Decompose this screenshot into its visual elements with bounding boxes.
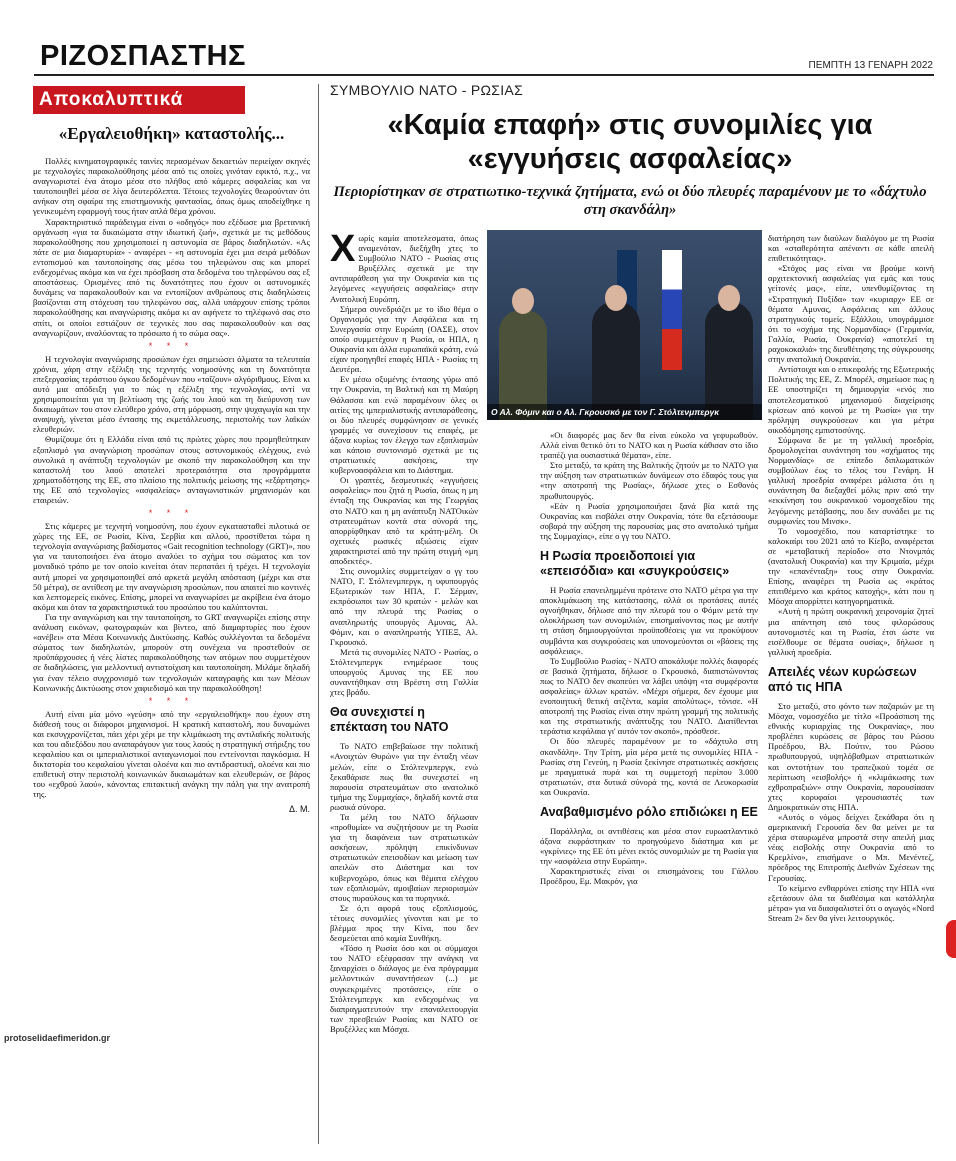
article-column-1 [330,233,478,1143]
left-column [33,86,310,1146]
top-rule [34,74,934,76]
russia-flag [662,250,682,370]
paragraph: Στις συνομιλίες συμμετείχαν ο γγ του ΝΑΤΟ, Γ. Στόλτενμπεργκ, η υφυπουργός Εξωτερικών των ΗΠΑ, Γ. Σέρμαν, εκπρόσωποι των 30 κρατών - μελών και από την πλευρά της Ρωσίας ο αναπληρωτής υπουργός Αμυνας, Αλ. Φόμιν, και ο αναπληρωτής ΥΠΕΞ, Αλ. Γκρουσκό. [330,566,478,647]
paragraph: Αντίστοιχα και ο επικεφαλής της Εξωτερικής Πολιτικής της ΕΕ, Ζ. Μπορέλ, σημείωσε πως η ΕΕ υποστηρίζει τη δημιουργία «ενός πιο αποτελεσματικού μηχανισμού διαχείρισης κρίσεων από κοινού με τη Ρωσία» για την πρόληψη συγκρούσεων και για μέτρα οικοδόμησης εμπιστοσύνης. [768,364,934,435]
watermark-link[interactable]: protoselidaefimeridon.gr [4,1033,111,1043]
paragraph: Τα μέλη του ΝΑΤΟ δήλωσαν «προθυμία» να συζητήσουν με τη Ρωσία για τη διαφάνεια των στρατιωτικών ασκήσεων, πρόληψη επικίνδυνων στρατιωτικών επεισοδίων και μείωση των απειλών στο Διάστημα και τον κυβερνοχώρο, όπως και θέματα ελέγχου των εξοπλισμών, αμοιβαίων περιορισμών στους πυραύλους και τα πυρηνικά. [330,811,478,903]
paragraph: Το νομοσχέδιο, που καταρτίστηκε το καλοκαίρι του 2021 από το Κίεβο, αναφέρεται σε «μεταβατική περίοδο» στο Ντονμπάς (ανατολική Ουκρανία) και την Κριμαία, μέχρι την «επανένταξη» τους στην Ουκρανία. Επίσης, αναφέρει τη Ρωσία ως «κράτος επιτιθέμενο και κράτος κατοχής», κάτι που η Μόσχα απορρίπτει κατηγορηματικά. [768,525,934,607]
issue-date: ΠΕΜΠΤΗ 13 ΓΕΝΑΡΗ 2022 [808,60,933,71]
left-article-title: «Εργαλειοθήκη» καταστολής... [58,124,285,143]
paragraph: «Στόχος μας είναι να βρούμε κοινή αρχιτεκτονική ασφαλείας για εμάς και τους γείτονές μας», είπε, υπενθυμίζοντας τη «Στρατηγική Πυξίδα» των «κυριαρχ» ΕΕ σε θέματα Αμυνας, Ασφάλειας και άλλους στρατηγικούς τομείς. Εξάλλου, υπογράμμισε ότι το «σχήμα της Νορμανδίας» (Γερμανία, Γαλλία, Ρωσία, Ουκρανία) «αποτελεί τη ραχοκοκαλιά» της διευθέτησης της σύγκρουσης στην ανατολική Ουκρανία. [768,263,934,365]
paragraph: Οι δύο πλευρές παραμένουν με το «δάχτυλο στη σκανδάλη». Την Τρίτη, μία μέρα μετά τις συνομιλίες ΗΠΑ - Ρωσίας στη Γενεύη, η Ρωσία ξεκίνησε στρατιωτικές ασκήσεις με πραγματικά πυρά και τη συμμετοχή περίπου 3.000 στρατιωτών, στα δυτικά σύνορά της, κοντά σε Λευκορωσία και Ουκρανία. [540,736,758,797]
article-column-2 [540,430,758,1142]
person-grushko [592,302,640,420]
separator-stars: * * * [148,508,195,519]
paragraph: Στο μεταξύ, στο φόντο των παζαριών με τη Μόσχα, νομοσχέδιο με τίτλο «Προάσπιση της εθνικής κυριαρχίας της Ουκρανίας», που προβλέπει κυρώσεις σε βάρος του Ρώσου Προέδρου, Βλ. Πούτιν, του Ρώσου πρωθυπουργού, υψηλόβαθμων στρατιωτικών και οντοτήτων του τραπεζικού τομέα σε περίπτωση «εισβολής» ή «κλιμάκωσης των εχθροπραξιών» στην Ουκρανία, παρουσίασαν χτες κορυφαίοι γερουσιαστές των Δημοκρατικών στις ΗΠΑ. [768,700,934,812]
paragraph: «Τόσο η Ρωσία όσο και οι σύμμαχοι του ΝΑΤΟ εξέφρασαν την ανάγκη να ξαναρχίσει ο διάλογος με ένα πρόγραμμα μελλοντικών συναντήσεων (...) με συγκεκριμένες προτάσεις», είπε ο Στόλτενμπεργκ και ενδεχομένως να διαπραγματευτούν την επαναλειτουργία των πρεσβειών Ρωσίας και ΝΑΤΟ σε Βρυξέλλες και Μόσχα. [330,943,478,1034]
left-article-body [33,156,310,814]
masthead-logo: ΡΙΖΟΣΠΑΣΤΗΣ [40,40,246,72]
section-heading: Απειλές νέων κυρώσεων από τις ΗΠΑ [768,664,917,694]
paragraph: Χαρακτηριστικό παράδειγμα είναι ο «οδηγός» που εξέδωσε μια βρετανική οργάνωση «για τα δικαιώματα στην ιδιωτική ζωή», σχετικά με τις μεθόδους παρακολούθησης που χρησιμοποιεί η αστυνομία σε βάρος διαδηλωτών. «Ας πάτε σε μια διαμαρτυρία» - αναφέρει - «η αστυνομία έχει μια σειρά μεθόδων εντοπισμού και ταυτοποίησης σας μέσω του τηλεφώνου σας και μπορεί ενδεχομένως ακόμα και να έχει πρόσβαση στα δεδομένα του τηλεφώνου σας εξ αποστάσεως. Ορισμένες από τις δυνατότητες που έχουν οι αστυνομικές δυνάμεις να παρακολουθούν και να εντοπίζουν ανθρώπους στις διαδηλώσεις βασίζονται στη στόχευση του τηλεφώνου σας, αλλά υπάρχουν επίσης τρόποι παρακολούθησης και αναγνώρισης ακόμα κι αν αφήνετε το τηλέφωνό σας στο σπίτι, οι οποίοι εστιάζουν σε τεχνικές που σας παρακολουθούν και σας αναγνωρίζουν, αναλύοντας το πρόσωπο ή το σώμα σας». [33,216,310,338]
paragraph: Το ΝΑΤΟ επιβεβαίωσε την πολιτική «Ανοιχτών Θυρών» για την ένταξη νέων μελών, είπε ο Στόλτενμπεργκ, ενώ ξεκαθάρισε πως θα συνεχιστεί «η παρουσία στρατευμάτων στο ανατολικό τμήμα της Συμμαχίας», δηλαδή κοντά στα ρωσικά σύνορα. [330,741,478,812]
signature: Δ. Μ. [288,803,310,814]
paragraph: Για την αναγνώριση και την ταυτοποίηση, το GRT αναγνωρίζει επίσης στην ανάλυση εικόνων, φωτογραφιών και βίντεο, από διαμαρτυρίες που έχουν «ανέβει» στα Μέσα Κοινωνικής Δικτύωσης. Καθώς συλλέγονται τα δεδομένα σώματος των διαδηλωτών, μπορούν στη συνέχεια να προστεθούν σε προϋπάρχουσες ή νέες λίστες παρακολούθησης των ατόμων που συμμετέχουν σε διαδηλώσεις, για μελλοντική αντιστοίχιση και ταυτοποίηση. Μιλάμε δηλαδή για έναν τέλειο συγχρονισμό των τεχνολογιών καταγραφής και των Μέσων Κοινωνικής Δικτύωσης στον χαφιεδισμό και την παρακολούθηση! [33,611,310,693]
face [718,285,740,311]
paragraph: Χαρακτηριστικές είναι οι επισημάνσεις του Γάλλου Προέδρου, Εμ. Μακρόν, για [540,866,758,887]
paragraph: Σύμφωνα δε με τη γαλλική προεδρία, δρομολογείται συνάντηση του «σχήματος της Νορμανδίας» σε επίπεδο διπλωματικών συμβούλων έως το τέλος του Γενάρη. Η γαλλική προεδρία αναφέρει μάλιστα ότι η συνάντηση θα διεξαχθεί μόλις πριν από την «εκκίνηση του ουκρανικού νομοσχεδίου της λεγόμενης μετάβασης, που δεν συνάδει με τις συμφωνίες του Μινσκ». [768,434,934,526]
paragraph: Μετά τις συνομιλίες ΝΑΤΟ - Ρωσίας, ο Στόλτενμπεργκ ενημέρωσε τους υπουργούς Αμυνας της ΕΕ που συναντήθηκαν στη Βρέστη στη Γαλλία χτες βράδυ. [330,646,478,698]
paragraph: Σήμερα συνεδριάζει με το ίδιο θέμα ο Οργανισμός για την Ασφάλεια και τη Συνεργασία στην Ευρώπη (ΟΑΣΕ), στον οποίο συμμετέχουν η Ρωσία, οι ΗΠΑ, η Ουκρανία και άλλα ευρωπαϊκά κράτη, ενώ είχαν προηγηθεί επαφές ΗΠΑ - Ρωσίας τη Δευτέρα. [330,303,478,375]
paragraph: Η Ρωσία επανειλημμένα πρότεινε στο ΝΑΤΟ μέτρα για την αποκλιμάκωση της κατάστασης, αλλά οι προτάσεις αυτές αγνοήθηκαν, δήλωσε από την πλευρά του ο Φόμιν μετά την ολοκλήρωση των συνομιλιών, επισημαίνοντας πως με αυτήν τη στάση δημιουργούνται προϋποθέσεις για να προκύψουν συμβάντα και συγκρούσεις και υπονομεύονται οι «βάσεις της ασφάλειας». [540,585,758,656]
paragraph: Το κείμενο ενθαρρύνει επίσης την ΗΠΑ «να εξετάσουν όλα τα διαθέσιμα και κατάλληλα μέτρα» για να διασφαλιστεί ότι ο αγωγός «Nord Stream 2» δεν θα γίνει λειτουργικός. [768,882,934,923]
article-column-3 [768,233,934,1143]
section-badge: Αποκαλυπτικά [33,86,245,114]
paragraph: διατήρηση των διαύλων διαλόγου με τη Ρωσία και «σταθερότητα απέναντι σε κάθε απειλή επιθετικότητας». [768,233,934,264]
kicker: ΣΥΜΒΟΥΛΙΟ ΝΑΤΟ - ΡΩΣΙΑΣ [330,82,524,98]
paragraph: Σε ό,τι αφορά τους εξοπλισμούς, τέτοιες συνομιλίες γίνονται και με το βλέμμα προς την Κίνα, που δεν δεσμεύεται από καμία Συνθήκη. [330,902,478,944]
paragraph: Χωρίς καμία αποτελεσματα, όπως αναμενόταν, διεξήχθη χτες το Συμβούλιο ΝΑΤΟ - Ρωσίας στις Βρυξέλλες σχετικά με την αντιπαράθεση για την Ουκρανία και τις λεγόμενες «εγγυήσεις ασφαλείας» στην Ανατολική Ευρώπη. [330,233,478,304]
paragraph: «Εάν η Ρωσία χρησιμοποιήσει ξανά βία κατά της Ουκρανίας και εισβάλει στην Ουκρανία, τότε θα εξετάσουμε σοβαρά την αύξηση της παρουσίας μας στο ανατολικό τμήμα της Συμμαχίας», είπε ο γγ του ΝΑΤΟ. [540,500,758,541]
column-separator [318,84,319,1144]
subheadline: Περιορίστηκαν σε στρατιωτικο-τεχνικά ζητήματα, ενώ οι δύο πλευρές παραμένουν με το «δάχτυλο στη σκανδάλη» [333,184,927,218]
separator-stars: * * * [148,340,195,351]
headline: «Καμία επαφή» στις συνομιλίες για «εγγυήσεις ασφαλείας» [387,109,873,175]
separator-stars: * * * [148,695,195,706]
paragraph: «Αυτή η πρώτη ουκρανική χειρονομία ζητεί μια απάντηση από τους φιλορώσους αυτονομιστές και τη Ρωσία, έτσι ώστε να εισέλθουμε σε θέματα ουσίας», δήλωσε η γαλλική προεδρία. [768,606,934,657]
face [512,288,534,314]
section-heading: Η Ρωσία προειδοποιεί για «επεισόδια» και «συγκρούσεις» [540,549,730,579]
paragraph: Στις κάμερες με τεχνητή νοημοσύνη, που έχουν εγκατασταθεί πιλοτικά σε χώρες της ΕΕ, σε Ρωσία, Κίνα, Σερβία και αλλού, προστίθεται τώρα η τεχνολογία αναγνώρισης βαδίσματος «Gait recognition technology (GRT)», που για να ταυτοποιήσει ένα άτομο αναλύει το σχήμα του σώματος και τον μοναδικό τρόπο με τον οποίο κινείται όταν περπατάει ή τρέχει. Η τεχνολογία αυτή μπορεί να χρησιμοποιηθεί από αρκετά μεγάλη απόσταση (μέχρι και στα 50 μέτρα), σε αντίθεση με την αναγνώριση προσώπων, που απαιτεί πιο κοντινές και λεπτομερείς εικόνες. Επίσης, μπορεί να αναγνωρίσει με ακρίβεια ένα άτομο ακόμα και όταν τα χαρακτηριστικά του προσώπου του καλύπτονται. [33,521,310,612]
paragraph: Στο μεταξύ, τα κράτη της Βαλτικής ζητούν με το ΝΑΤΟ για την αύξηση των στρατιωτικών δυνάμεων στο έδαφός τους για «την αποτροπή της Ρωσίας», δήλωσε χτες ο Εσθονός πρωθυπουργός. [540,460,758,501]
paragraph: Η τεχνολογία αναγνώρισης προσώπων έχει σημειώσει άλματα τα τελευταία χρόνια, χάρη στην εξέλιξη της τεχνητής νοημοσύνης και τη δυνατότητα επεξεργασίας τεράστιου όγκου δεδομένων που «ταΐζουν» αλγόριθμους. Είναι κι αυτό μια απόδειξη για το πώς η εξέλιξη της τεχνολογίας, αντί να χρησιμοποιείται για τη βελτίωση της ζωής του λαού και τη διεύρυνση των δικαιωμάτων του στον ελεύθερο χρόνο, στη μόρφωση, στην ψυχαγωγία και την αναψυχή, γίνεται μέσο έντασης της εκμετάλλευσης, περιστολής των λαϊκών ελευθεριών. [33,353,310,435]
paragraph: Εν μέσω οξυμένης έντασης γύρω από την Ουκρανία, τη Βαλτική και τη Μαύρη Θάλασσα και ενώ παραμένουν όλες οι αιτίες της ιμπεριαλιστικής αντιπαράθεσης, οι δύο πλευρές συμφώνησαν σε γενικές γραμμές να συνεχίσουν τις επαφές, με άξονα κυρίως τον έλεγχο των εξοπλισμών και κάποιο συντονισμό σχετικά με τις στρατιωτικές ασκήσεις, την κυβερνοασφάλεια και το Διάστημα. [330,374,478,476]
page-edge-marker [946,920,956,958]
section-heading: Θα συνεχιστεί η επέκταση του ΝΑΤΟ [330,705,449,735]
paragraph: Το Συμβούλιο Ρωσίας - ΝΑΤΟ αποκάλυψε πολλές διαφορές σε βασικά ζητήματα, δήλωσε ο Γκρουσκό, διαπιστώνοντας πως το ΝΑΤΟ δεν σκοπεύει να λάβει υπόψη «τα συμφέροντα ασφαλείας» άλλων κρατών. «Μέχρι σήμερα, δεν έχουμε μια ενοποιητική θετική ατζέντα, καμία απολύτως», τόνισε. «Η αποτροπή της Ρωσίας είναι στην πρώτη γραμμή της πολιτικής και της στρατιωτικής ανάπτυξης του ΝΑΤΟ. Διατίθενται τεράστια κεφάλαια γι' αυτόν τον σκοπό», πρόσθεσε. [540,655,758,737]
dropcap: Χ [330,233,356,270]
photo-caption: Ο Αλ. Φόμιν και ο Αλ. Γκρουσκό με τον Γ. Στόλτενμπεργκ [487,404,762,420]
paragraph: «Οι διαφορές μας δεν θα είναι εύκολο να γεφυρωθούν. Αλλά είναι θετικό ότι το ΝΑΤΟ και η Ρωσία κάθισαν στο ίδιο τραπέζι για ουσιαστικά θέματα», είπε. [540,430,758,461]
paragraph: «Αυτός ο νόμος δείχνει ξεκάθαρα ότι η αμερικανική Γερουσία δεν θα μείνει με τα χέρια σταυρωμένα μπροστά στην απειλή μιας νέας εισβολής στην Ουκρανία από το Κρεμλίνο», επισήμανε ο Μπ. Μενέντεζ, πρόεδρος της Επιτροπής Διεθνών Σχέσεων της Γερουσίας. [768,811,934,883]
paragraph: Οι γραπτές, δεσμευτικές «εγγυήσεις ασφαλείας» που ζητά η Ρωσία, όπως η μη ένταξη της Ουκρανίας και της Γεωργίας στο ΝΑΤΟ και η μη ανάπτυξη ΝΑΤΟικών στρατευμάτων κοντά στα σύνορά της, απορρίφθηκαν από τα κράτη-μέλη. Οι σχετικές ρωσικές αξιώσεις είχαν χαρακτηριστεί από την πρώτη στιγμή «μη αποδεκτές». [330,475,478,566]
section-heading: Αναβαθμισμένο ρόλο επιδιώκει η ΕΕ [540,805,758,819]
person-stoltenberg [705,302,753,420]
paragraph: Παράλληλα, οι αντιθέσεις και μέσα στον ευρωατλαντικό άξονα εκφράστηκαν το προηγούμενο διάστημα και με «γκρίνιες» της ΕΕ ότι μένει εκτός συνομιλιών με τη Ρωσία για την «ασφάλεια στην Ευρώπη». [540,826,758,867]
paragraph: Αυτή είναι μία μόνο «γεύση» από την «εργαλειοθήκη» που έχουν στη διάθεσή τους οι διάφοροι μηχανισμοί. Η κρατική καταστολή, που δυναμώνει και εκσυγχρονίζεται, πάει χέρι χέρι με την κλιμάκωση της αντιλαϊκής πολιτικής και του αδιεξόδου που αναπαράγουν για τους λαούς η στρατηγική στήριξης του κεφαλαίου και οι ιμπεριαλιστικοί ανταγωνισμοί που εντείνονται παγκόσμια. Η δικτατορία του κεφαλαίου γίνεται ολοένα και πιο αντιδραστική, ολοένα και πιο επιθετική στην περιστολή κοινωνικών δικαιωμάτων και ελευθεριών, σε βάρος του «εχθρού λαού», κάνοντας επιτακτική ανάγκη την πάλη για την ανατροπή της. [33,708,310,800]
face [605,285,627,311]
paragraph: Θυμίζουμε ότι η Ελλάδα είναι από τις πρώτες χώρες που προμηθεύτηκαν εξοπλισμό για αναγνώριση προσώπων στους αστυνομικούς ελέγχους, ενώ συνολικά η ανάπτυξη τεχνολογιών με σκοπό την παρακολούθηση και την καταστολή του λαού αποτελεί προτεραιότητα στα προγράμματα χρηματοδότησης της ΕΕ, στο πλαίσιο της πολιτικής μείωσης της «εξάρτησης» της ΕΕ από τεχνολογίες «ασφαλείας» ανταγωνιστικών μηχανισμών και εταιρειών. [33,434,310,505]
article-photo [487,230,762,420]
paragraph: Πολλές κινηματογραφικές ταινίες περασμένων δεκαετιών περιείχαν σκηνές με τεχνολογίες παρακολούθησης μέσα από τις οποίες γινόταν εφικτό, π.χ., να αναγνωριστεί ένα άτομο μέσα στο πλήθος από κάμερες ασφαλείας και να ταυτοποιηθεί μέσα σε λίγα δευτερόλεπτα. Τέτοιες τεχνολογίες θεωρούνταν ότι ανήκαν στη σφαίρα της επιστημονικής φαντασίας, όπως όμως αποδείχθηκε η γενικευμένη εφαρμογή τους ήταν απλά θέμα χρόνου. [33,156,310,217]
